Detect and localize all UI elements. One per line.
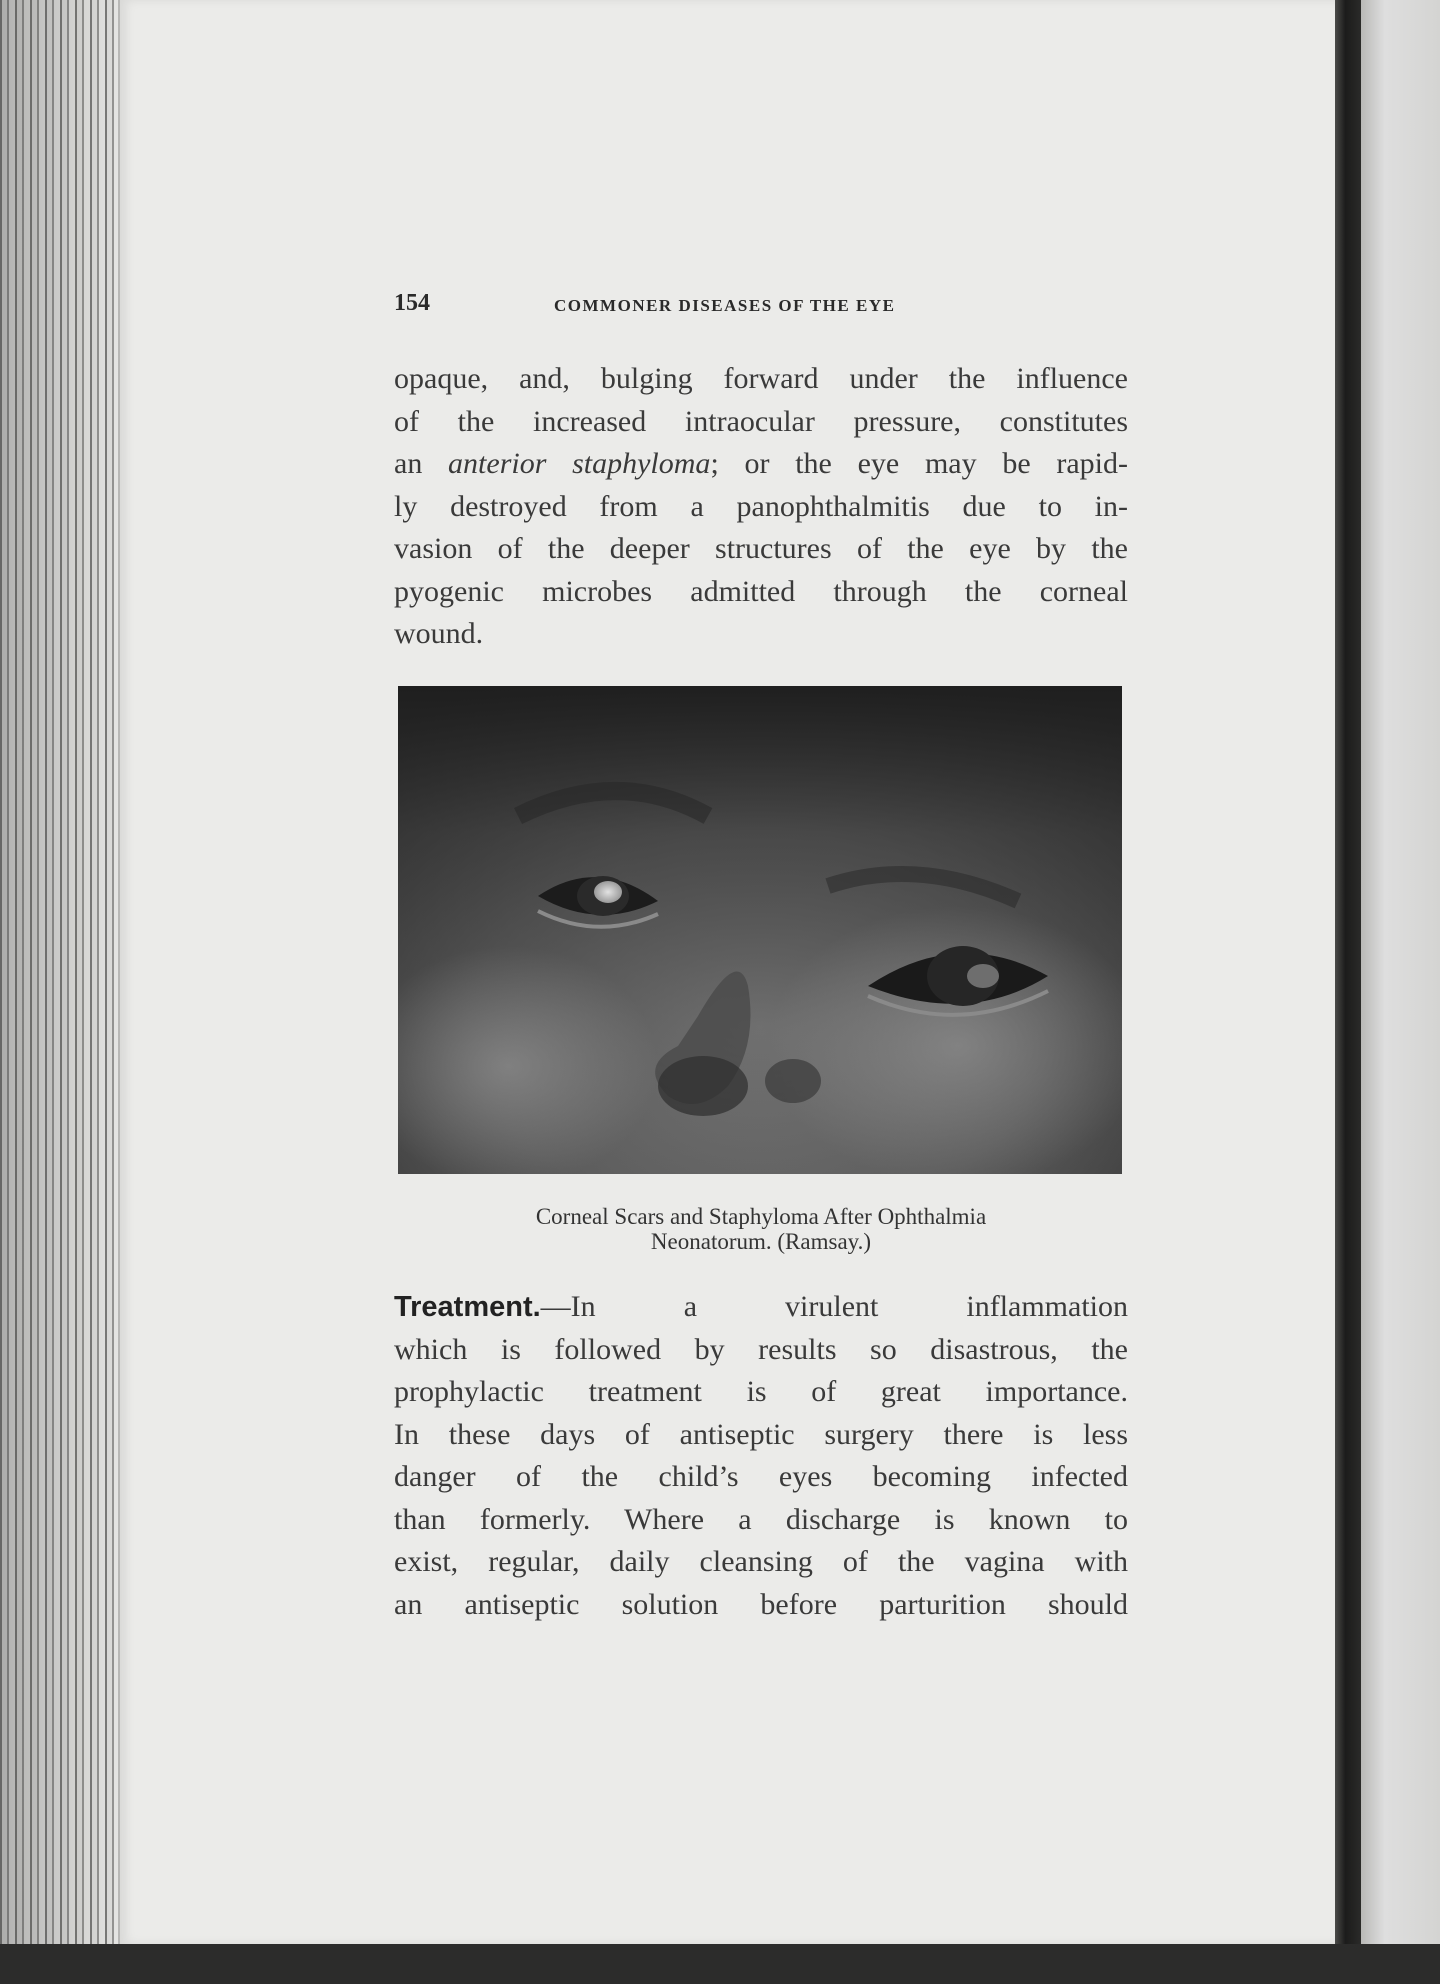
text-line: an antiseptic solution before parturition should: [394, 1587, 1128, 1621]
book-binding-gutter: [1335, 0, 1361, 1984]
text-fragment: ; or the eye may be rapid-: [710, 447, 1128, 480]
text-line: opaque, and, bulging forward under the influence: [394, 362, 1128, 395]
figure-photograph: [398, 686, 1122, 1174]
caption-line: Corneal Scars and Staphyloma After Ophthalmia: [535, 1204, 987, 1229]
text-line: danger of the child’s eyes becoming infected: [394, 1460, 1128, 1493]
text-line: exist, regular, daily cleansing of the vagina with: [394, 1545, 1128, 1578]
text-fragment: an: [394, 447, 449, 480]
facing-page-edge: [1361, 0, 1440, 1984]
paragraph-1: [394, 358, 1128, 656]
photograph-infant-eyes-icon: [398, 686, 1122, 1174]
scan-bottom-edge: [0, 1944, 1440, 1984]
text-line: prophylactic treatment is of great importance.: [394, 1375, 1128, 1408]
page-number: 154: [394, 290, 430, 316]
text-line: of the increased intraocular pressure, constitutes: [394, 404, 1128, 438]
section-lead: Treatment.: [394, 1291, 541, 1323]
page-header: [394, 290, 1128, 324]
italic-term: anterior staphyloma: [448, 447, 711, 480]
caption-line: Neonatorum. (Ramsay.): [650, 1229, 872, 1254]
text-line: [394, 1286, 1128, 1329]
page-edges-shade: [0, 0, 125, 1984]
running-head: COMMONER DISEASES OF THE EYE: [554, 296, 896, 315]
text-line: pyogenic microbes admitted through the corneal: [394, 574, 1128, 608]
text-line: vasion of the deeper structures of the eye by the: [394, 532, 1128, 565]
text-line: than formerly. Where a discharge is known to: [394, 1502, 1128, 1536]
paragraph-2: [394, 1286, 1128, 1626]
text-line: In these days of antiseptic surgery there is less: [394, 1417, 1128, 1451]
text-fragment: —In a virulent inflammation: [540, 1290, 1128, 1323]
text-line: wound.: [394, 617, 484, 650]
text-line: [394, 443, 1128, 486]
text-line: which is followed by results so disastrous, the: [394, 1332, 1128, 1366]
text-line: ly destroyed from a panophthalmitis due to in-: [394, 489, 1128, 523]
figure-caption: [394, 1204, 1128, 1254]
